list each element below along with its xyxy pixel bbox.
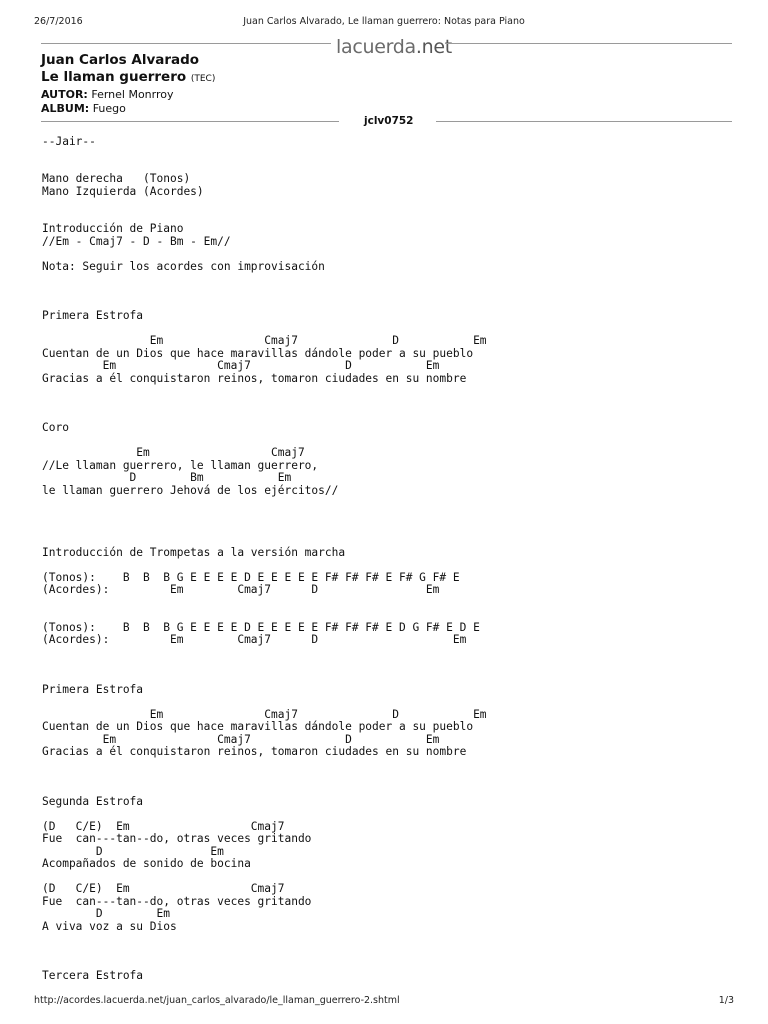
user-divider-right <box>436 121 732 122</box>
print-page-title: Juan Carlos Alvarado, Le llaman guerrero: Notas para Piano <box>243 16 525 27</box>
print-header <box>0 16 768 30</box>
artist-name[interactable]: Juan Carlos Alvarado <box>41 52 200 68</box>
sheet-line: //Le llaman guerrero, le llaman guerrero, <box>42 458 319 472</box>
sheet-line: D Em <box>42 844 224 858</box>
sheet-line: Em Cmaj7 D Em <box>42 359 440 373</box>
sheet-line: (Tonos): B B B G E E E E D E E E E E F# F# F# E F# G F# E <box>42 570 460 584</box>
sheet-line: Primera Estrofa <box>42 309 144 323</box>
album-value: Fuego <box>92 102 126 115</box>
sheet-line: (Acordes): Em Cmaj7 D Em <box>42 633 467 647</box>
sheet-line: Fue can---tan--do, otras veces gritando <box>42 832 312 846</box>
autor-label: AUTOR: <box>41 88 88 101</box>
print-url: http://acordes.lacuerda.net/juan_carlos_alvarado/le_llaman_guerrero-2.shtml <box>34 995 400 1006</box>
sheet-line: D Bm Em <box>42 471 292 485</box>
sheet-line: Coro <box>42 421 69 435</box>
sheet-line: Gracias a él conquistaron reinos, tomaron ciudades en su nombre <box>42 745 467 759</box>
sheet-line: Primera Estrofa <box>42 682 144 696</box>
page-number: 1/3 <box>718 995 734 1006</box>
sheet-line: Cuentan de un Dios que hace maravillas dándole poder a su pueblo <box>42 720 474 734</box>
sheet-line: (D C/E) Em Cmaj7 <box>42 819 285 833</box>
sheet-line: Em Cmaj7 D Em <box>42 334 487 348</box>
sheet-line: le llaman guerrero Jehová de los ejércitos// <box>42 483 339 497</box>
sheet-line: Fue can---tan--do, otras veces gritando <box>42 894 312 908</box>
sheet-line: (D C/E) Em Cmaj7 <box>42 882 285 896</box>
contributor-user[interactable]: jclv0752 <box>364 115 414 127</box>
autor-value: Fernel Monrroy <box>91 88 174 101</box>
sheet-line: Tercera Estrofa <box>42 969 144 983</box>
sheet-line: Em Cmaj7 <box>42 446 305 460</box>
album-line <box>41 102 126 115</box>
print-date: 26/7/2016 <box>34 16 83 27</box>
header-divider-left <box>41 43 331 44</box>
sheet-line: Nota: Seguir los acordes con improvisación <box>42 259 325 273</box>
sheet-line: Em Cmaj7 D Em <box>42 707 487 721</box>
sheet-line: Acompañados de sonido de bocina <box>42 857 251 871</box>
sheet-line: Segunda Estrofa <box>42 795 144 809</box>
song-title: Le llaman guerrero (TEC) <box>41 69 216 85</box>
sheet-line: Mano Izquierda (Acordes) <box>42 184 204 198</box>
chord-sheet <box>42 136 487 983</box>
sheet-line: (Tonos): B B B G E E E E D E E E E E F# F# F# E D G F# E D E <box>42 620 480 634</box>
song-tag: (TEC) <box>190 74 216 84</box>
sheet-line: Mano derecha (Tonos) <box>42 172 191 186</box>
sheet-line: D Em <box>42 907 170 921</box>
user-divider-left <box>41 121 339 122</box>
autor-line <box>41 88 174 101</box>
header-divider-right <box>446 43 732 44</box>
sheet-line: (Acordes): Em Cmaj7 D Em <box>42 583 440 597</box>
sheet-line: Gracias a él conquistaron reinos, tomaron ciudades en su nombre <box>42 371 467 385</box>
sheet-line: --Jair-- <box>42 135 96 148</box>
sheet-line: A viva voz a su Dios <box>42 919 177 933</box>
sheet-line: Em Cmaj7 D Em <box>42 732 440 746</box>
album-label: ALBUM: <box>41 102 90 115</box>
print-footer <box>0 995 768 1009</box>
sheet-line: Introducción de Trompetas a la versión marcha <box>42 545 346 559</box>
sheet-line: Introducción de Piano <box>42 222 184 236</box>
lacuerda-logo[interactable]: lacuerda.net <box>336 36 452 58</box>
sheet-line: //Em - Cmaj7 - D - Bm - Em// <box>42 234 231 248</box>
sheet-line: Cuentan de un Dios que hace maravillas dándole poder a su pueblo <box>42 346 474 360</box>
